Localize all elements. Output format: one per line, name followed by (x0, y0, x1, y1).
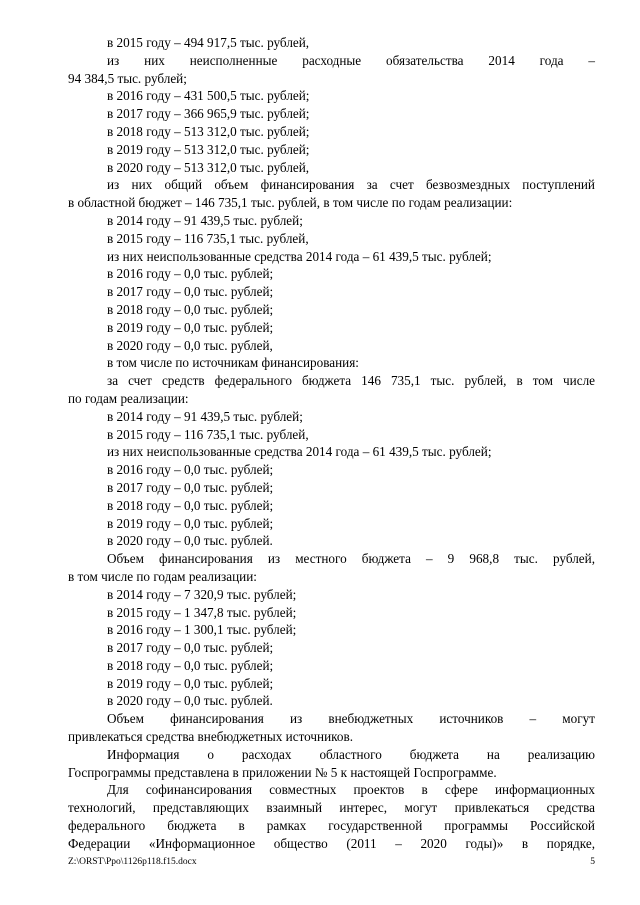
text-line: федерального бюджета в рамках государственной программы Российской (68, 818, 595, 834)
text-line: в 2020 году – 513 312,0 тыс. рублей, (107, 159, 310, 175)
text-line: Федерации «Информационное общество (2011 – 2020 годы)» в порядке, (68, 835, 595, 851)
text-line: привлекаться средства внебюджетных источников. (68, 729, 354, 745)
page-footer (68, 855, 595, 869)
text-line: в 2016 году – 0,0 тыс. рублей; (107, 266, 274, 282)
text-line: за счет средств федерального бюджета 146 735,1 тыс. рублей, в том числе (107, 373, 595, 389)
text-line: в 2019 году – 0,0 тыс. рублей; (107, 675, 274, 691)
text-line: в 2014 году – 91 439,5 тыс. рублей; (107, 212, 303, 228)
text-line: из них общий объем финансирования за счет безвозмездных поступлений (107, 177, 595, 193)
text-line: в 2016 году – 0,0 тыс. рублей; (107, 462, 274, 478)
text-line: Объем финансирования из внебюджетных источников – могут (107, 711, 595, 727)
text-line: из них неиспользованные средства 2014 года – 61 439,5 тыс. рублей; (107, 444, 492, 460)
text-line: в 2017 году – 0,0 тыс. рублей; (107, 640, 274, 656)
text-line: в 2020 году – 0,0 тыс. рублей, (107, 337, 273, 353)
text-line: 94 384,5 тыс. рублей; (68, 70, 187, 86)
text-line: в 2014 году – 7 320,9 тыс. рублей; (107, 586, 297, 602)
text-line: в 2018 году – 0,0 тыс. рублей; (107, 497, 274, 513)
text-line: в том числе по источникам финансирования: (107, 355, 359, 371)
text-line: в 2018 году – 0,0 тыс. рублей; (107, 301, 274, 317)
text-line: в 2020 году – 0,0 тыс. рублей. (107, 533, 273, 549)
text-line: в 2014 году – 91 439,5 тыс. рублей; (107, 408, 303, 424)
text-line: в 2015 году – 116 735,1 тыс. рублей, (107, 426, 309, 442)
text-line: из них неиспользованные средства 2014 года – 61 439,5 тыс. рублей; (107, 248, 492, 264)
text-line: технологий, представляющих взаимный интерес, могут привлекаться средства (68, 800, 595, 816)
text-line: в 2017 году – 0,0 тыс. рублей; (107, 479, 274, 495)
text-line: в 2016 году – 431 500,5 тыс. рублей; (107, 88, 310, 104)
text-line: в 2016 году – 1 300,1 тыс. рублей; (107, 622, 297, 638)
text-line: из них неисполненные расходные обязательства 2014 года – (107, 52, 595, 68)
text-line: в 2015 году – 1 347,8 тыс. рублей; (107, 604, 297, 620)
text-line: в 2017 году – 0,0 тыс. рублей; (107, 284, 274, 300)
text-line: в 2019 году – 0,0 тыс. рублей; (107, 319, 274, 335)
text-line: Информация о расходах областного бюджета на реализацию (107, 746, 595, 762)
text-line: Объем финансирования из местного бюджета – 9 968,8 тыс. рублей, (107, 551, 595, 567)
text-line: в 2019 году – 513 312,0 тыс. рублей; (107, 141, 310, 157)
text-line: в областной бюджет – 146 735,1 тыс. рублей, в том числе по годам реализации: (68, 195, 513, 211)
page-number: 5 (590, 857, 595, 867)
text-line: в 2019 году – 0,0 тыс. рублей; (107, 515, 274, 531)
text-line: Для софинансирования совместных проектов в сфере информационных (107, 782, 595, 798)
text-line: Госпрограммы представлена в приложении № 5 к настоящей Госпрограмме. (68, 764, 497, 780)
text-line: в 2018 году – 0,0 тыс. рублей; (107, 657, 274, 673)
text-line: в 2017 году – 366 965,9 тыс. рублей; (107, 106, 310, 122)
text-line: по годам реализации: (68, 390, 189, 406)
text-line: в 2018 году – 513 312,0 тыс. рублей; (107, 123, 310, 139)
text-line: в том числе по годам реализации: (68, 568, 257, 584)
text-line: в 2020 году – 0,0 тыс. рублей. (107, 693, 273, 709)
footer-file-path: Z:\ORST\Ppo\1126p118.f15.docx (68, 857, 197, 867)
document-body (68, 34, 595, 853)
text-line: в 2015 году – 494 917,5 тыс. рублей, (107, 35, 310, 50)
text-line: в 2015 году – 116 735,1 тыс. рублей, (107, 230, 309, 246)
